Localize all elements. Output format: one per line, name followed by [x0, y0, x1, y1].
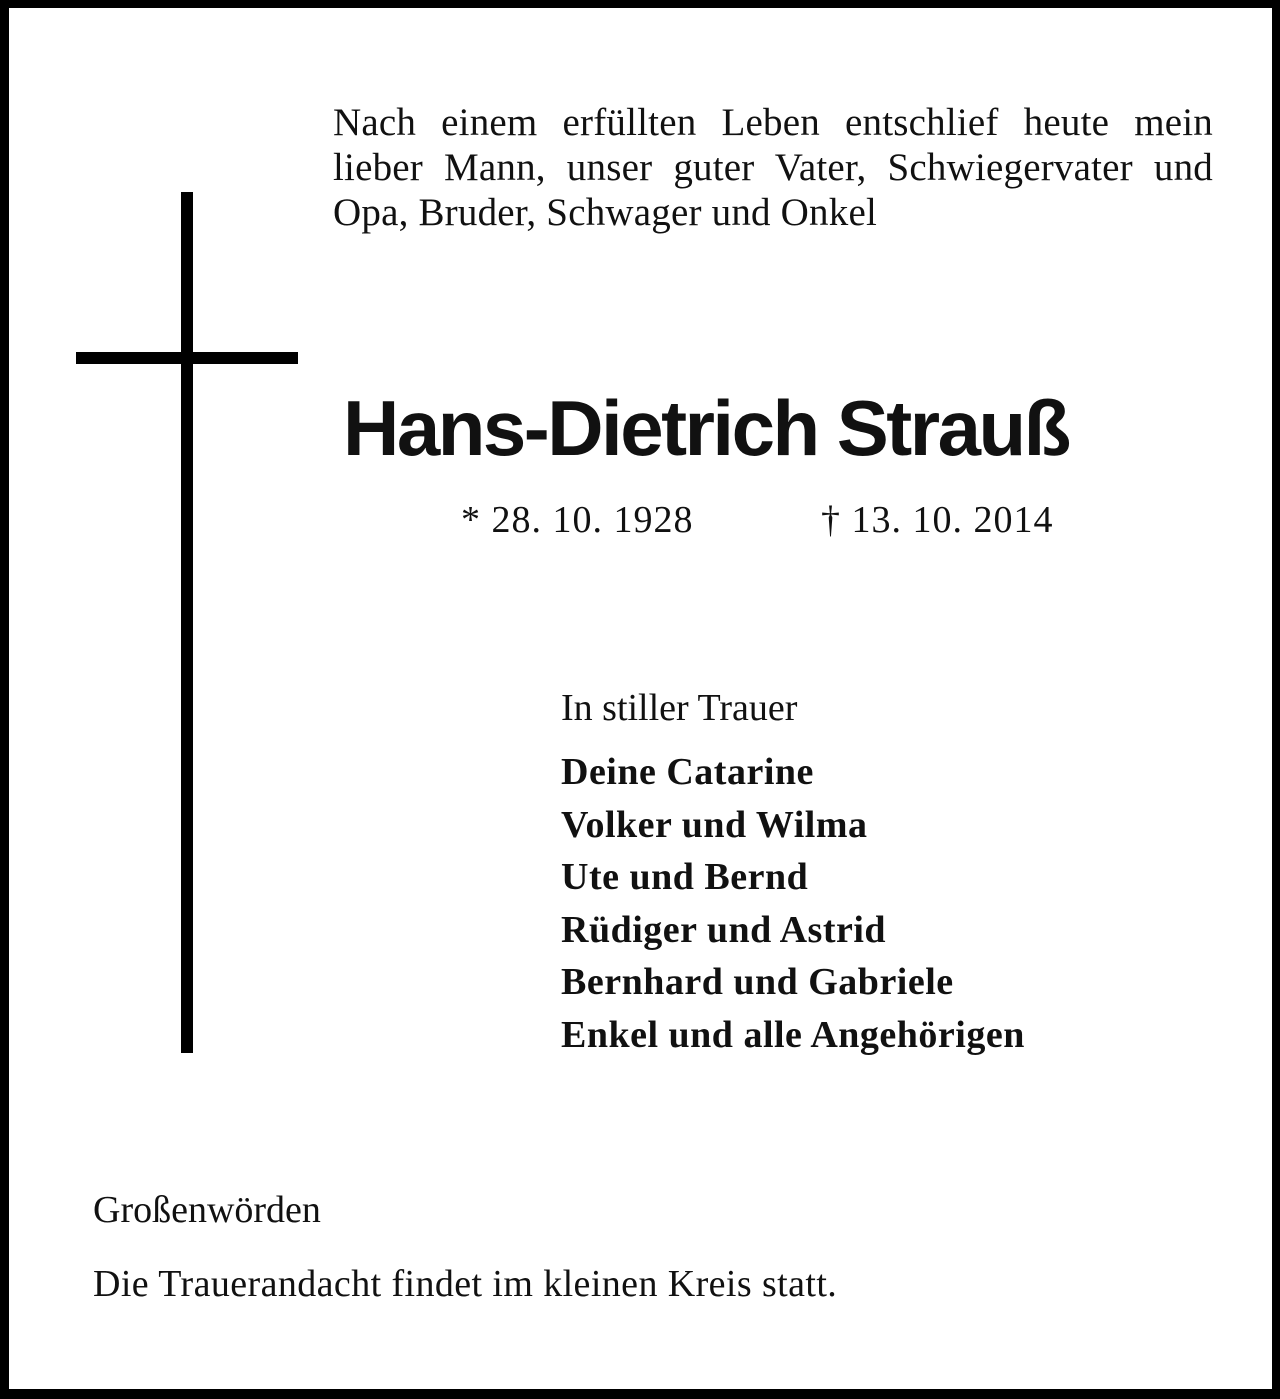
death-date: † 13. 10. 2014: [821, 499, 1054, 541]
mourner-item: Rüdiger und Astrid: [561, 908, 887, 951]
intro-text: Nach einem erfüllten Leben entschlief heute mein lieber Mann, unser guter Vater, Schwiegervater und Opa, Bruder, Schwager und Onkel: [333, 101, 1213, 234]
place-name: Großenwörden: [93, 1189, 321, 1231]
mourner-item: Volker und Wilma: [561, 803, 868, 846]
cross-horizontal-bar: [76, 352, 298, 364]
mourner-item: Enkel und alle Angehörigen: [561, 1013, 1025, 1056]
cross-vertical-bar: [181, 192, 193, 1053]
mourner-item: Bernhard und Gabriele: [561, 961, 954, 1003]
mourners-list: [561, 746, 1025, 1061]
deceased-name: Hans-Dietrich Strauß: [343, 384, 1069, 472]
mourner-item: Deine Catarine: [561, 751, 814, 793]
mourning-intro: In stiller Trauer: [561, 687, 798, 729]
service-note: Die Trauerandacht findet im kleinen Kreis statt.: [93, 1263, 838, 1305]
birth-date: * 28. 10. 1928: [461, 499, 694, 541]
mourner-item: Ute und Bernd: [561, 856, 809, 898]
